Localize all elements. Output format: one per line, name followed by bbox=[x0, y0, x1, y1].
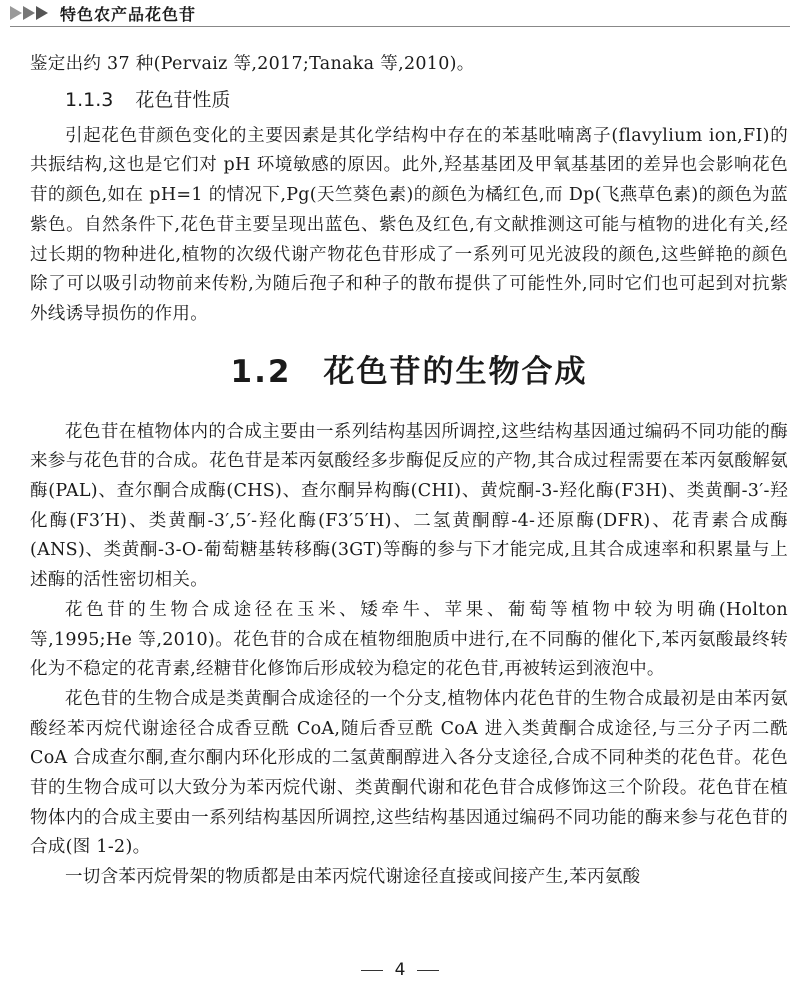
book-title: 特色农产品花色苷 bbox=[60, 4, 197, 24]
paragraph-phenylpropane: 一切含苯丙烷骨架的物质都是由苯丙烷代谢途径直接或间接产生,苯丙氨酸 bbox=[65, 867, 641, 888]
page-body bbox=[30, 50, 788, 893]
section-number: 1.1.3 bbox=[65, 88, 114, 111]
paragraph-flavonoid-branch: 花色苷的生物合成是类黄酮合成途径的一个分支,植物体内花色苷的生物合成最初是由苯丙氨酸经苯丙烷代谢途径合成香豆酰 CoA,随后香豆酰 CoA 进入类黄酮合成途径,与三分子丙二酰 CoA 合成查尔酮,查尔酮内环化形成的二氢黄酮醇进入各分支途径,合成不同种类的花色苷。花色苷的生物合成可以大致分为苯丙烷代谢、类黄酮代谢和花色苷合成修饰这三个阶段。花色苷在植物体内的合成主要由一系列结构基因所调控,这些结构基因通过编码不同功能的酶来参与花色苷的合成(图 1-2)。 bbox=[30, 688, 788, 858]
section-heading-1-1-3 bbox=[65, 86, 788, 114]
section-heading-1-2 bbox=[30, 352, 788, 392]
page-number-value: 4 bbox=[394, 960, 406, 980]
section-number: 1.2 bbox=[230, 353, 292, 390]
paragraph-synthesis-pathway: 花色苷的生物合成途径在玉米、矮牵牛、苹果、葡萄等植物中较为明确(Holton 等,1995;He 等,2010)。花色苷的合成在植物细胞质中进行,在不同酶的催化下,苯丙氨酸最终转化为不稳定的花青素,经糖苷化修饰后形成较为稳定的花色苷,再被转运到液泡中。 bbox=[30, 599, 788, 680]
page-number bbox=[0, 960, 800, 980]
dash-right bbox=[417, 970, 439, 971]
running-header bbox=[10, 2, 196, 24]
triple-arrow-icon bbox=[10, 6, 54, 20]
paragraph-structural-genes: 花色苷在植物体内的合成主要由一系列结构基因所调控,这些结构基因通过编码不同功能的酶来参与花色苷的合成。花色苷是苯丙氨酸经多步酶促反应的产物,其合成过程需要在苯丙氨酸解氨酶(PAL)、查尔酮合成酶(CHS)、查尔酮异构酶(CHI)、黄烷酮-3-羟化酶(F3H)、类黄酮-3′-羟化酶(F3′H)、类黄酮-3′,5′-羟化酶(F3′5′H)、二氢黄酮醇-4-还原酶(DFR)、花青素合成酶(ANS)、类黄酮-3-O-葡萄糖基转移酶(3GT)等酶的参与下才能完成,且其合成速率和积累量与上述酶的活性密切相关。 bbox=[30, 421, 788, 591]
paragraph-continued: 鉴定出约 37 种(Pervaiz 等,2017;Tanaka 等,2010)。 bbox=[30, 54, 475, 74]
header-divider bbox=[10, 26, 790, 27]
paragraph-color-properties: 引起花色苷颜色变化的主要因素是其化学结构中存在的苯基吡喃离子(flavylium ion,FI)的共振结构,这也是它们对 pH 环境敏感的原因。此外,羟基基团及甲氧基基团的差异也会影响花色苷的颜色,如在 pH=1 的情况下,Pg(天竺葵色素)的颜色为橘红色,而 Dp(飞燕草色素)的颜色为蓝紫色。自然条件下,花色苷主要呈现出蓝色、紫色及红色,有文献推测这可能与植物的进化有关,经过长期的物种进化,植物的次级代谢产物花色苷形成了一系列可见光波段的颜色,这些鲜艳的颜色除了可以吸引动物前来传粉,为随后孢子和种子的散布提供了可能性外,同时它们也可起到对抗紫外线诱导损伤的作用。 bbox=[30, 125, 788, 324]
section-title: 花色苷的生物合成 bbox=[323, 353, 588, 390]
section-title: 花色苷性质 bbox=[135, 88, 231, 111]
dash-left bbox=[361, 970, 383, 971]
